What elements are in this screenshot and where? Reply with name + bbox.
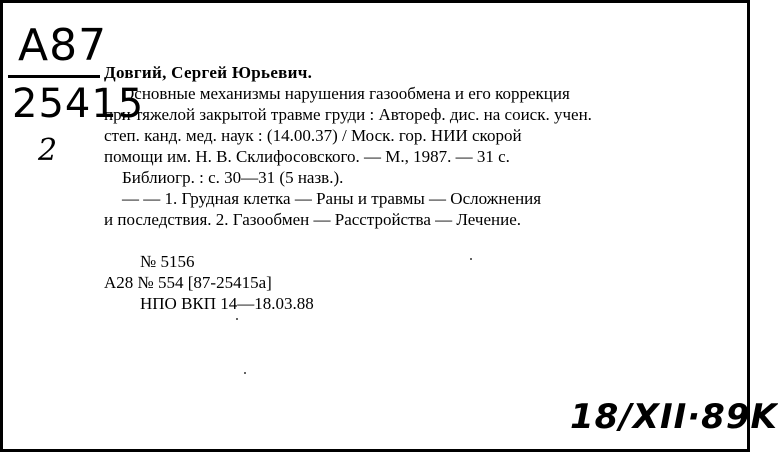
- title-line-3: степ. канд. мед. наук : (14.00.37) / Моск. гор. НИИ скорой: [104, 126, 522, 145]
- copy-number: 2: [38, 133, 58, 168]
- card-border-right: [747, 0, 750, 452]
- dust-speck: [236, 318, 238, 320]
- card-border-left: [0, 0, 3, 452]
- subject-line-1: — — 1. Грудная клетка — Раны и травмы — Осложнения: [122, 189, 542, 208]
- card-border-top: [0, 0, 750, 3]
- dust-speck: [244, 372, 246, 374]
- title-line-2: при тяжелой закрытой травме груди : Автореф. дис. на соиск. учен.: [104, 105, 592, 124]
- title-line-1: Основные механизмы нарушения газообмена и его коррекция: [122, 84, 570, 103]
- call-number-top: А87: [18, 20, 108, 71]
- registry-line: НПО ВКП 14—18.03.88: [140, 294, 314, 313]
- call-number-bottom: 25415: [12, 81, 145, 127]
- accession-number: № 5156: [140, 252, 195, 271]
- dust-speck: [470, 258, 472, 260]
- handwritten-date: 18/XII·89K: [570, 397, 778, 437]
- record-number: А28 № 554 [87-25415а]: [104, 273, 272, 292]
- subject-line-2: и последствия. 2. Газообмен — Расстройства — Лечение.: [104, 210, 522, 229]
- title-line-4: помощи им. Н. В. Склифосовского. — М., 1987. — 31 с.: [104, 147, 510, 166]
- author-heading: Довгий, Сергей Юрьевич.: [104, 63, 313, 82]
- bibliography-note: Библиогр. : с. 30—31 (5 назв.).: [122, 168, 344, 187]
- call-number-divider: [8, 75, 100, 78]
